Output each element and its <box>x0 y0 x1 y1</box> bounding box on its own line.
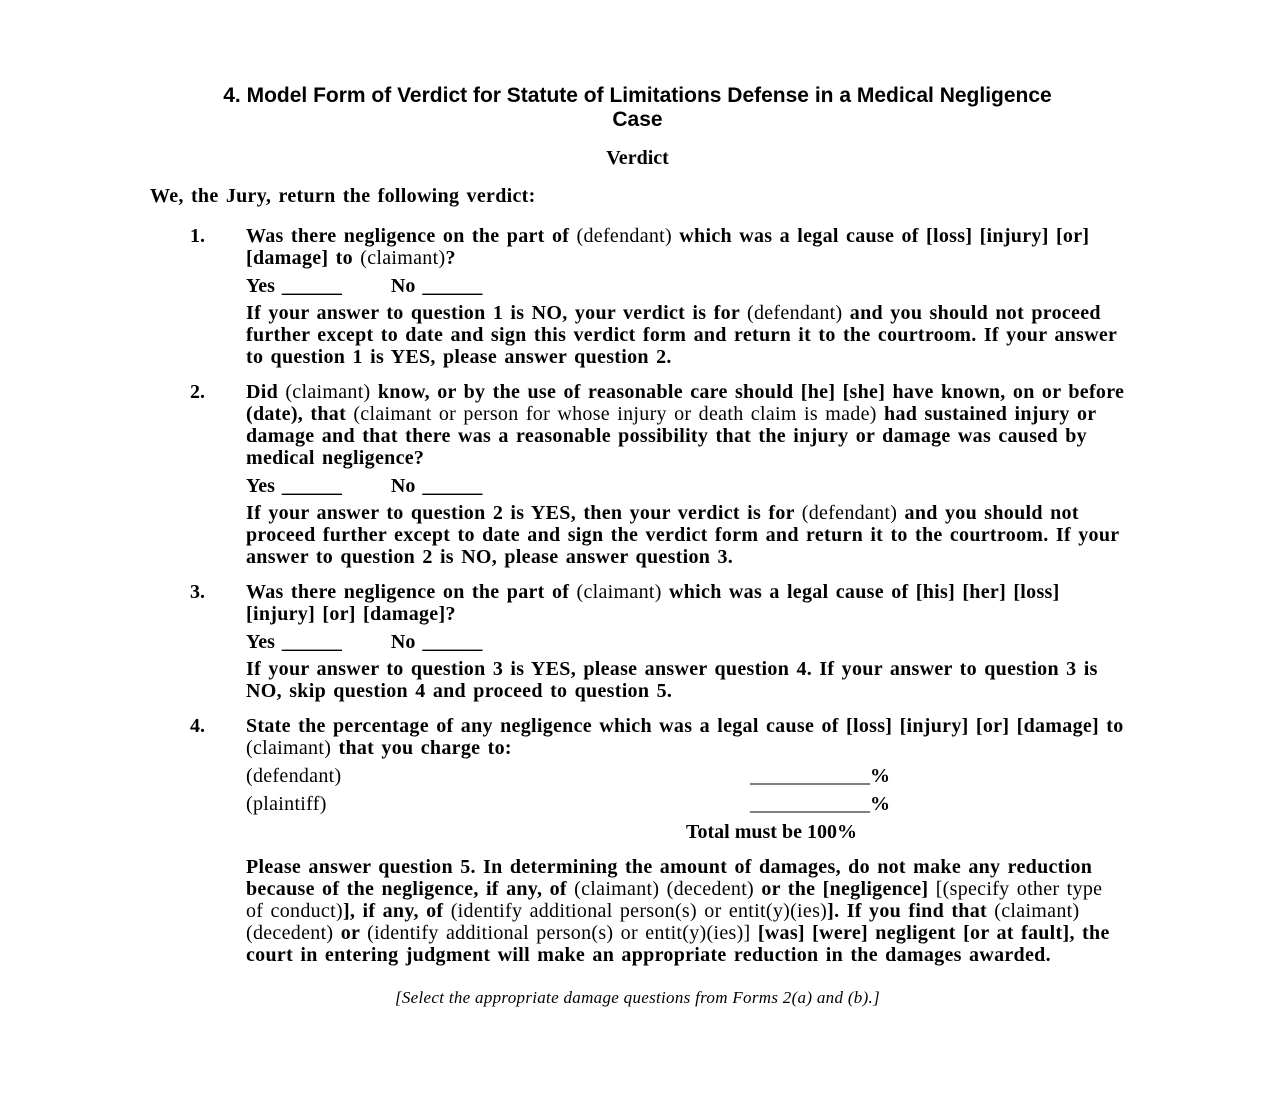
question-1-no-blank: ______ <box>422 275 483 297</box>
question-1-yes-blank: ______ <box>281 275 342 297</box>
question-item-3 <box>150 581 1125 715</box>
question-item-2 <box>150 381 1125 581</box>
plaintiff-percentage-blank: ____________ <box>750 793 870 815</box>
jury-statement: We, the Jury, return the following verdict: <box>150 185 536 207</box>
total-must-be-100-note: Total must be 100% <box>686 821 857 843</box>
question-2-yes-no-row <box>246 475 1125 497</box>
question-1-number: 1. <box>190 225 205 247</box>
question-1-body <box>246 225 1125 381</box>
damage-questions-footnote: [Select the appropriate damage questions from Forms 2(a) and (b).] <box>394 988 881 1007</box>
question-3-number: 3. <box>190 581 205 603</box>
question-3-no-blank: ______ <box>422 631 483 653</box>
question-1-yes-no-row <box>246 275 1125 297</box>
defendant-percentage-row <box>246 765 1125 787</box>
defendant-percent-sign: % <box>870 765 890 787</box>
question-2-body <box>246 381 1125 581</box>
plaintiff-percentage-row <box>246 793 1125 815</box>
question-1-instruction: If your answer to question 1 is NO, your verdict is for (defendant) and you should not proceed further except to date and sign this verdict form and return it to the courtroom. If your answer to question 1 is YES, please answer question 2. <box>246 302 1117 368</box>
plaintiff-percent-sign: % <box>870 793 890 815</box>
question-2-text: Did (claimant) know, or by the use of reasonable care should [he] [she] have known, on or before (date), that (claimant or person for whose injury or death claim is made) had sustained injury or damage and that there was a reasonable possibility that the injury or damage was caused by medical negligence? <box>246 381 1125 469</box>
defendant-label: (defendant) <box>246 765 342 787</box>
question-3-text: Was there negligence on the part of (claimant) which was a legal cause of [his] [her] [loss] [injury] [or] [damage]? <box>246 581 1060 625</box>
question-2-yes-blank: ______ <box>281 475 342 497</box>
question-3-yes-label: Yes <box>246 631 275 653</box>
plaintiff-label: (plaintiff) <box>246 793 327 815</box>
question-2-instruction: If your answer to question 2 is YES, then your verdict is for (defendant) and you should not proceed further except to date and sign the verdict form and return it to the courtroom. If your answer to question 2 is NO, please answer question 3. <box>246 502 1120 568</box>
question-4-body <box>246 715 1125 979</box>
question-4-number: 4. <box>190 715 205 737</box>
form-title: 4. Model Form of Verdict for Statute of Limitations Defense in a Medical Negligence Case <box>223 84 1052 131</box>
question-3-instruction: If your answer to question 3 is YES, please answer question 4. If your answer to question 3 is NO, skip question 4 and proceed to question 5. <box>246 658 1098 702</box>
question-item-4 <box>150 715 1125 979</box>
question-1-yes-label: Yes <box>246 275 275 297</box>
question-3-yes-blank: ______ <box>281 631 342 653</box>
question-2-no-blank: ______ <box>422 475 483 497</box>
question-3-yes-no-row <box>246 631 1125 653</box>
question-1-text: Was there negligence on the part of (defendant) which was a legal cause of [loss] [injury] [or] [damage] to (claimant)? <box>246 225 1090 269</box>
verdict-heading: Verdict <box>606 147 669 169</box>
question-4-text: State the percentage of any negligence which was a legal cause of [loss] [injury] [or] [damage] to (claimant) that you charge to: <box>246 715 1124 759</box>
question-item-1 <box>150 225 1125 381</box>
question-2-number: 2. <box>190 381 205 403</box>
defendant-percentage-blank: ____________ <box>750 765 870 787</box>
question-2-yes-label: Yes <box>246 475 275 497</box>
question-1-no-label: No <box>390 275 416 297</box>
question-3-no-label: No <box>390 631 416 653</box>
question-2-no-label: No <box>390 475 416 497</box>
question-4-instruction: Please answer question 5. In determining the amount of damages, do not make any reduction because of the negligence, if any, of (claimant) (decedent) or the [negligence] [(specify other type of conduct)], if any, of (identify additional person(s) or entit(y)(ies)]. If you find that (claimant) (decedent) or (identify additional person(s) or entit(y)(ies)] [was] [were] negligent [or at fault], the court in entering judgment will make an appropriate reduction in the damages awarded. <box>246 856 1110 966</box>
question-3-body <box>246 581 1125 715</box>
